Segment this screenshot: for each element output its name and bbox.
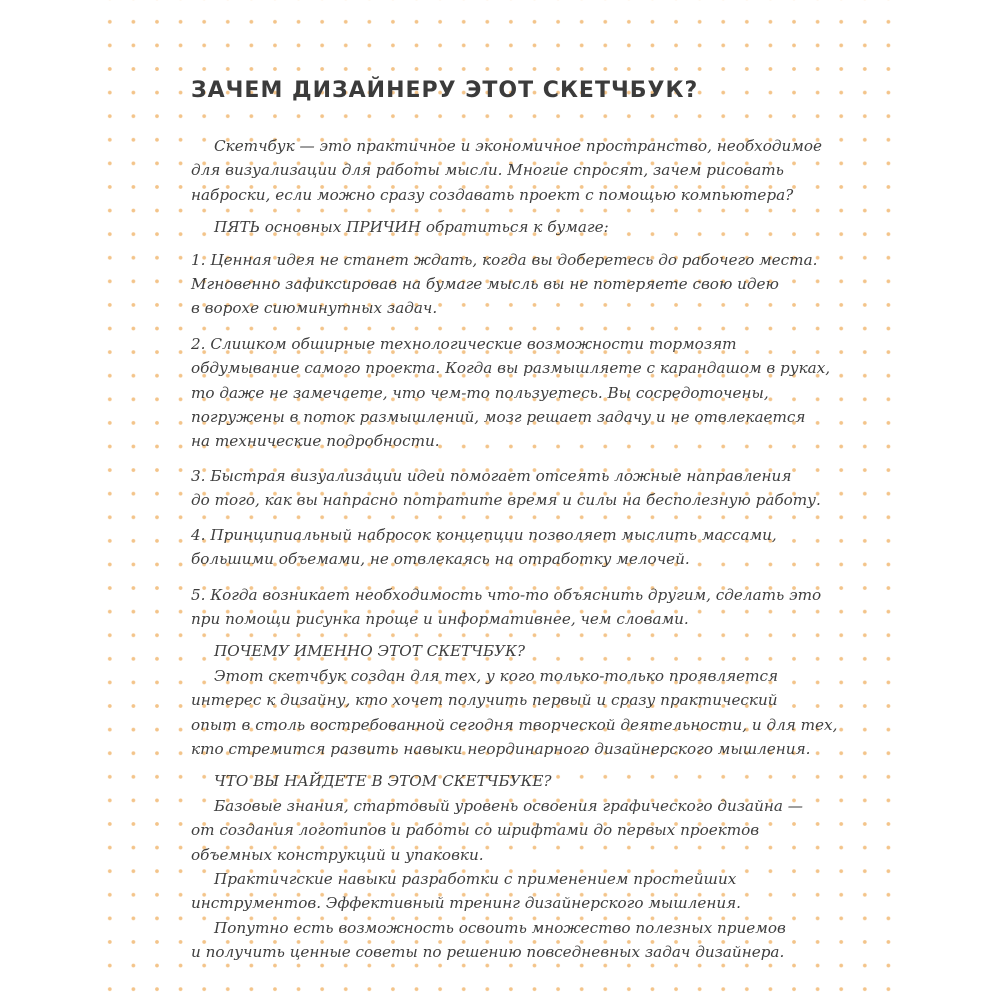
text-line: Практичгские навыки разработки с применением простейших <box>214 869 737 888</box>
text-line: от создания логотипов и работы со шрифтами до первых проектов <box>191 821 760 840</box>
text-line: ПОЧЕМУ ИМЕННО ЭТОТ СКЕТЧБУК? <box>214 642 526 661</box>
text-line: для визуализации для работы мысли. Многие спросят, зачем рисовать <box>191 161 784 180</box>
text-line: и получить ценные советы по решению повседневных задач дизайнера. <box>191 943 785 962</box>
text-line: интерес к дизайну, кто хочет получить первый и сразу практический <box>191 691 778 710</box>
text-line: 4. Принципиальный набросок концепции позволяет мыслить массами, <box>191 525 777 544</box>
why-heading <box>191 639 811 663</box>
text-line: инструментов. Эффективный тренинг дизайнерского мышления. <box>191 894 741 913</box>
text-line: Базовые знания, стартовый уровень освоения графического дизайна — <box>214 796 803 815</box>
text-line: обдумывание самого проекта. Когда вы размышляете с карандашом в руках, <box>191 359 831 378</box>
reason-1 <box>191 248 818 321</box>
text-line: объемных конструкций и упаковки. <box>191 845 484 864</box>
reason-4 <box>191 523 811 572</box>
text-line: Скетчбук — это практичное и экономичное пространство, необходимое <box>214 137 823 155</box>
text-line: 3. Быстрая визуализации идеи помогает отсеять ложные направления <box>191 466 792 485</box>
text-line: 2. Слишком обширные технологические возможности тормозят <box>191 334 737 353</box>
text-line: кто стремится развить навыки неординарного дизайнерского мышления. <box>191 739 811 758</box>
text-line: ПЯТЬ основных ПРИЧИН обратиться к бумаге: <box>214 218 609 237</box>
text-line: опыт в столь востребованной сегодня творческой деятельности, и для тех, <box>191 715 838 734</box>
intro-paragraph <box>191 134 823 207</box>
text-line: большими объемами, не отвлекаясь на отработку мелочей. <box>191 550 690 569</box>
why-paragraph <box>191 664 838 762</box>
text-line: Этот скетчбук создан для тех, у кого только-только проявляется <box>214 666 779 685</box>
body-text <box>191 134 838 965</box>
text-line: до того, как вы напрасно потратите время и силы на бесполезную работу. <box>191 491 821 510</box>
text-line: на технические подробности. <box>191 432 440 451</box>
reason-2 <box>191 332 831 454</box>
text-line: в ворохе сиюминутных задач. <box>191 299 438 318</box>
page-title: ЗАЧЕМ ДИЗАЙНЕРУ ЭТОТ СКЕТЧБУК? <box>191 78 699 103</box>
text-line: погружены в поток размышлений, мозг решает задачу и не отвлекается <box>191 408 806 427</box>
text-line: то даже не замечаете, что чем-то пользуетесь. Вы сосредоточены, <box>191 383 769 402</box>
find-heading <box>191 769 811 793</box>
reasons-heading <box>191 215 811 239</box>
text-line: Попутно есть возможность освоить множество полезных приемов <box>214 918 786 937</box>
reason-3 <box>191 464 821 513</box>
find-paragraph <box>191 794 811 965</box>
text-line: при помощи рисунка проще и информативнее, чем словами. <box>191 609 689 628</box>
text-line: 1. Ценная идея не станет ждать, когда вы доберетесь до рабочего места. <box>191 250 818 269</box>
text-line: наброски, если можно сразу создавать проект с помощью компьютера? <box>191 185 794 204</box>
text-line: ЧТО ВЫ НАЙДЕТЕ В ЭТОМ СКЕТЧБУКЕ? <box>214 772 552 791</box>
text-line: 5. Когда возникает необходимость что-то объяснить другим, сделать это <box>191 585 822 604</box>
reason-5 <box>191 583 822 632</box>
text-line: Мгновенно зафиксировав на бумаге мысль вы не потеряете свою идею <box>191 275 779 294</box>
